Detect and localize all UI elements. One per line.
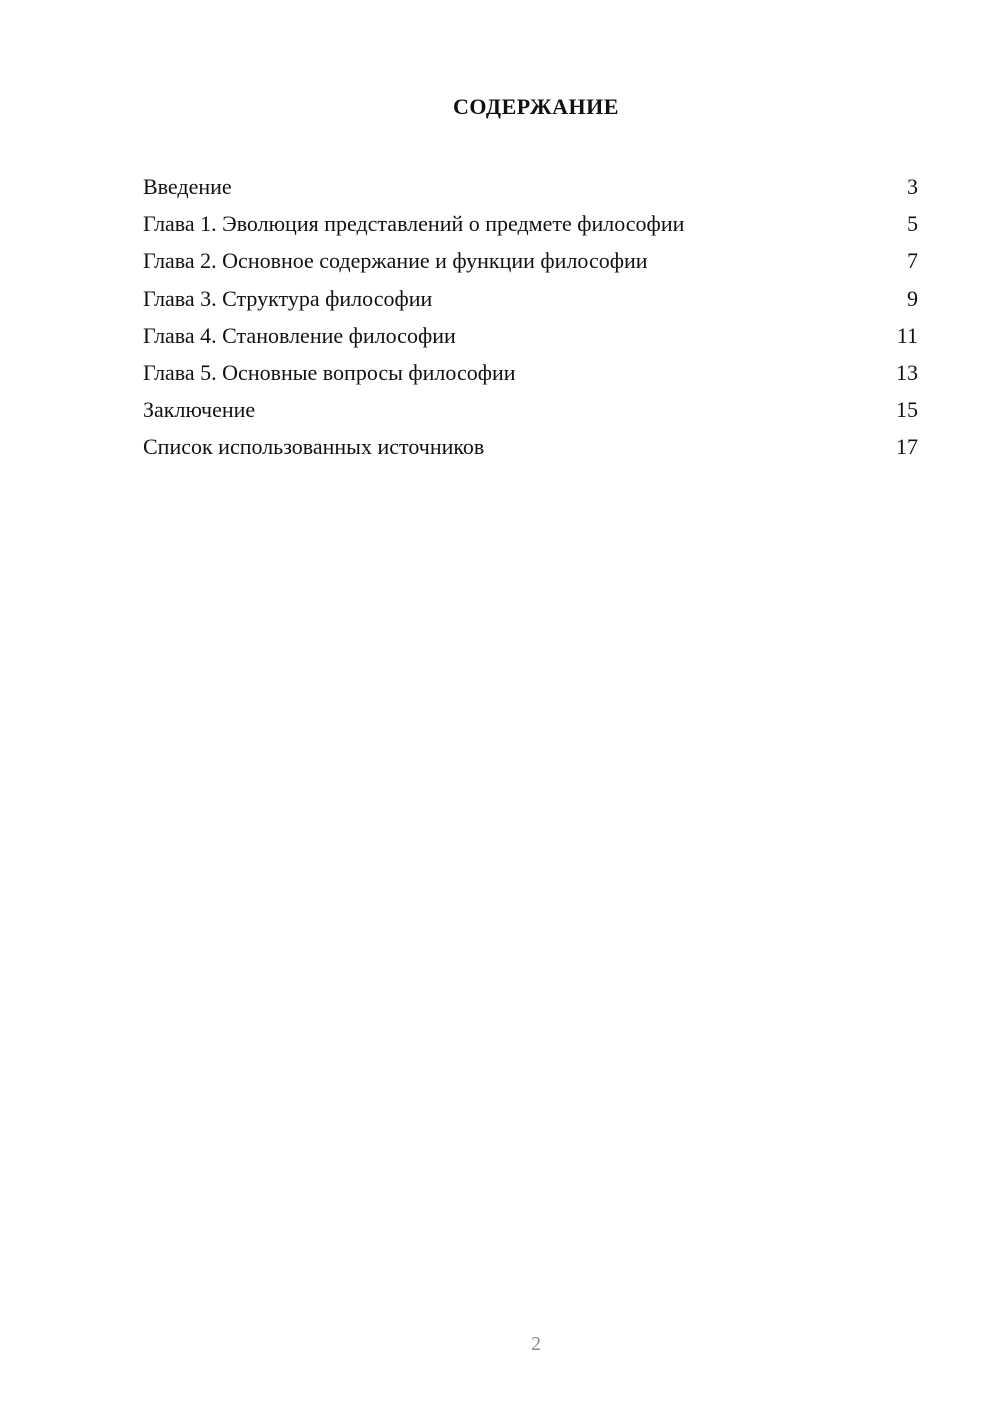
toc-entry-chapter-5 (143, 354, 918, 391)
toc-entry-label: Глава 3. Структура философии (143, 285, 433, 311)
toc-entry-page: 15 (896, 397, 918, 423)
toc-entry-conclusion (143, 391, 918, 428)
toc-entry-introduction (143, 168, 918, 205)
toc-entry-label: Глава 4. Становление философии (143, 322, 456, 348)
toc-entry-label: Глава 5. Основные вопросы философии (143, 359, 516, 385)
page-title: СОДЕРЖАНИЕ (453, 94, 619, 119)
toc-entry-page: 11 (896, 322, 918, 348)
toc-entry-label: Введение (143, 174, 232, 199)
toc-entry-page: 3 (907, 174, 918, 199)
toc-entry-label: Список использованных источников (143, 434, 485, 460)
toc-entry-label: Заключение (143, 397, 256, 423)
toc-entry-page: 7 (907, 248, 918, 274)
toc-entry-chapter-2 (143, 242, 918, 279)
toc-entry-page: 9 (907, 285, 918, 311)
toc-entry-page: 13 (896, 359, 918, 385)
toc-entry-references (143, 428, 918, 465)
toc-entry-chapter-4 (143, 317, 918, 354)
toc-entry-chapter-1 (143, 205, 918, 242)
toc-entry-label: Глава 2. Основное содержание и функции философии (143, 248, 648, 274)
page-number: 2 (531, 1333, 541, 1355)
toc-entry-page: 5 (907, 211, 918, 237)
toc-entry-page: 17 (896, 434, 918, 460)
toc-entry-chapter-3 (143, 280, 918, 317)
table-of-contents (143, 168, 918, 466)
toc-entry-label: Глава 1. Эволюция представлений о предмете философии (143, 211, 685, 237)
